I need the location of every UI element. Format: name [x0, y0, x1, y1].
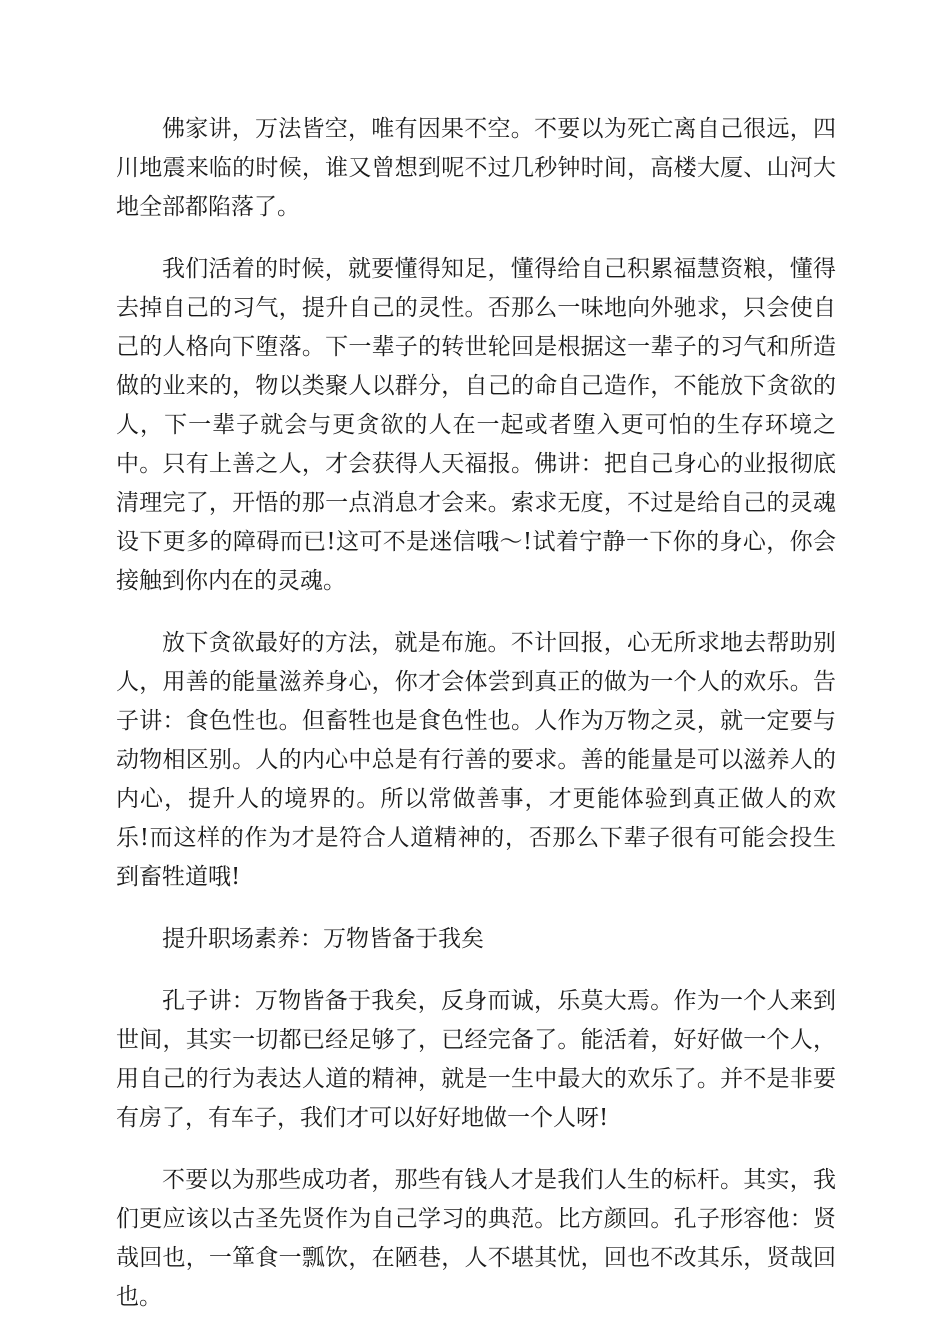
- section-heading: 提升职场素养：万物皆备于我矣: [162, 926, 484, 952]
- paragraph-role-models: 不要以为那些成功者，那些有钱人才是我们人生的标杆。其实，我们更应该以古圣先贤作为自己学习的典范。比方颜回。孔子形容他：贤哉回也，一箪食一瓢饮，在陋巷，人不堪其忧，回也不改其乐，贤哉回也。: [116, 1167, 836, 1310]
- paragraph-karma: 佛家讲，万法皆空，唯有因果不空。不要以为死亡离自己很远，四川地震来临的时候，谁又曾想到呢不过几秒钟时间，高楼大厦、山河大地全部都陷落了。: [116, 116, 836, 220]
- paragraph-contentment: 我们活着的时候，就要懂得知足，懂得给自己积累福慧资粮，懂得去掉自己的习气，提升自己的灵性。否那么一味地向外驰求，只会使自己的人格向下堕落。下一辈子的转世轮回是根据这一辈子的习气和所造做的业来的，物以类聚人以群分，自己的命自己造作，不能放下贪欲的人，下一辈子就会与更贪欲的人在一起或者堕入更可怕的生存环境之中。只有上善之人，才会获得人天福报。佛讲：把自己身心的业报彻底清理完了，开悟的那一点消息才会来。索求无度，不过是给自己的灵魂设下更多的障碍而已!这可不是迷信哦～!试着宁静一下你的身心，你会接触到你内在的灵魂。: [116, 256, 836, 594]
- paragraph-giving: 放下贪欲最好的方法，就是布施。不计回报，心无所求地去帮助别人，用善的能量滋养身心，你才会体尝到真正的做为一个人的欢乐。告子讲：食色性也。但畜牲也是食色性也。人作为万物之灵，就一定要与动物相区别。人的内心中总是有行善的要求。善的能量是可以滋养人的内心，提升人的境界的。所以常做善事，才更能体验到真正做人的欢乐!而这样的作为才是符合人道精神的，否那么下辈子很有可能会投生到畜牲道哦!: [116, 630, 836, 890]
- document-body: [116, 110, 836, 1340]
- paragraph-completeness: 孔子讲：万物皆备于我矣，反身而诚，乐莫大焉。作为一个人来到世间，其实一切都已经足够了，已经完备了。能活着，好好做一个人，用自己的行为表达人道的精神，就是一生中最大的欢乐了。并不是非要有房了，有车子，我们才可以好好地做一个人呀!: [116, 988, 836, 1131]
